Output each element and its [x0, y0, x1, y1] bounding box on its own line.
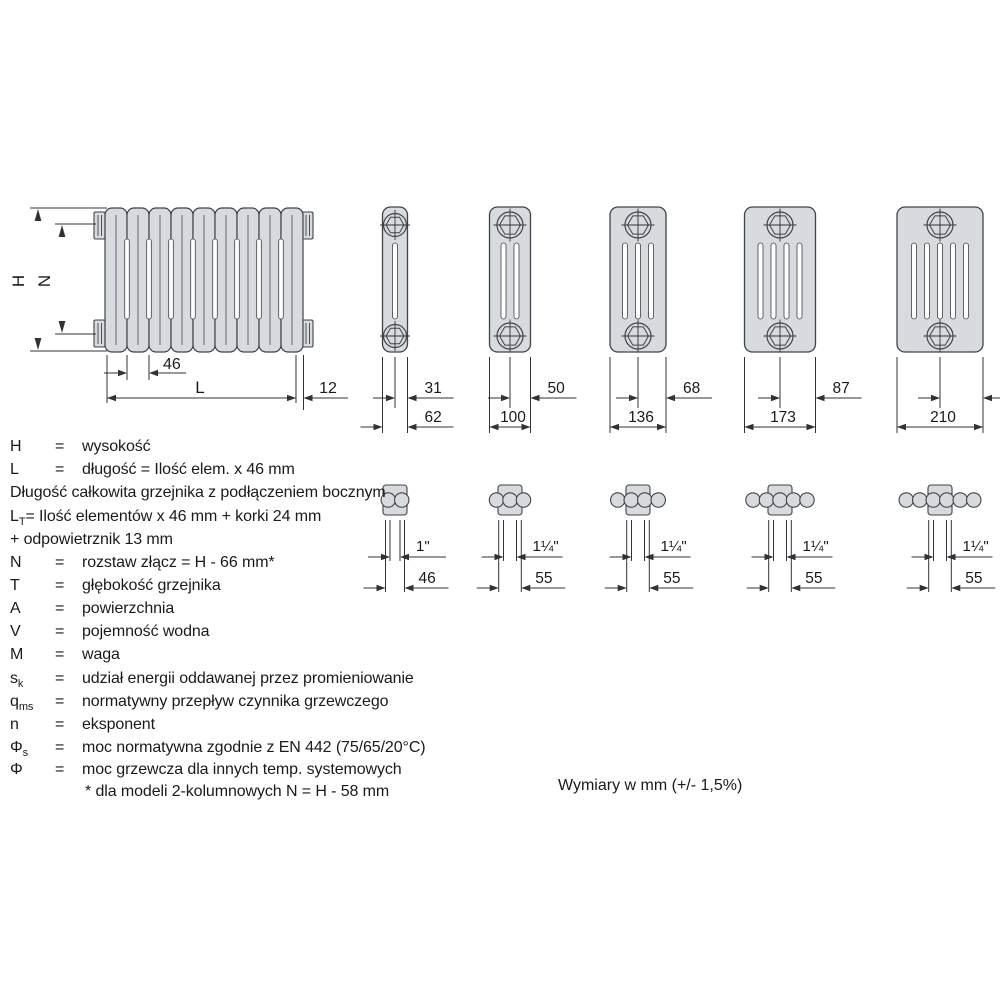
connection-pitch-dim-label: N [35, 274, 54, 288]
half-depth-label: 68 [683, 380, 701, 397]
equals-sign: = [55, 623, 65, 640]
equals-sign: = [55, 693, 65, 710]
legend-row-2 [10, 483, 386, 502]
legend-row-6 [10, 576, 221, 595]
legend-row-9 [10, 645, 120, 664]
equals-sign: = [55, 646, 65, 663]
legend-row-3 [10, 507, 322, 529]
legend-text: = Ilość elementów x 46 mm + korki 24 mm [25, 508, 322, 525]
connection-size-label: 1¼" [962, 538, 989, 555]
equals-sign: = [55, 438, 65, 455]
legend-text: * dla modeli 2-kolumnowych N = H - 58 mm [85, 783, 390, 800]
cross-section-5-column [745, 207, 862, 433]
legend-symbol: n [10, 716, 19, 733]
legend-symbol: $L_T$ [10, 508, 26, 529]
end-offset-label: 12 [319, 380, 337, 397]
connection-size-label: 1" [416, 538, 430, 555]
connection-view-3-column [477, 485, 566, 592]
legend-row-4 [10, 530, 173, 549]
legend-symbol: $q_{ms}$ [10, 693, 34, 714]
legend-row-7 [10, 599, 174, 618]
legend-text: Długość całkowita grzejnika z podłączeniem bocznym [10, 484, 386, 501]
connection-width-label: 55 [535, 570, 553, 587]
legend-text: + odpowietrznik 13 mm [10, 531, 173, 548]
legend-row-1 [10, 460, 295, 479]
legend-text: długość = Ilość elem. x 46 mm [82, 461, 295, 478]
legend-symbol: A [10, 600, 21, 617]
depth-label: 136 [628, 409, 654, 426]
equals-sign: = [55, 761, 65, 778]
connection-view-4-column [605, 485, 694, 592]
legend-text: rozstaw złącz = H - 66 mm* [82, 554, 275, 571]
half-depth-label: 31 [424, 380, 442, 397]
element-pitch-label: 46 [163, 356, 181, 373]
legend-text: moc normatywna zgodnie z EN 442 (75/65/20°C) [82, 739, 426, 756]
connection-width-label: 55 [965, 570, 983, 587]
cross-section-4-column [610, 207, 712, 433]
legend-symbol: T [10, 577, 20, 594]
connection-size-label: 1¼" [660, 538, 687, 555]
length-label: L [195, 378, 205, 397]
legend-row-0 [10, 437, 151, 456]
height-dim-label: H [9, 274, 28, 288]
equals-sign: = [55, 739, 65, 756]
legend-row-14 [10, 760, 402, 779]
legend-row-13 [10, 738, 426, 760]
legend-symbol: H [10, 438, 22, 455]
equals-sign: = [55, 670, 65, 687]
legend-text: głębokość grzejnika [82, 577, 221, 594]
connection-view-5-column [746, 485, 836, 592]
legend-row-15 [85, 782, 389, 801]
half-depth-label: 50 [547, 380, 565, 397]
connection-size-label: 1¼" [532, 538, 559, 555]
legend-text: normatywny przepływ czynnika grzewczego [82, 693, 389, 710]
legend-row-8 [10, 622, 209, 641]
legend-symbol: V [10, 623, 21, 640]
legend-text: powierzchnia [82, 600, 175, 617]
equals-sign: = [55, 716, 65, 733]
legend-symbol: M [10, 646, 24, 663]
equals-sign: = [55, 577, 65, 594]
half-depth-label: 87 [832, 380, 850, 397]
depth-label: 210 [930, 409, 956, 426]
connection-width-label: 46 [418, 570, 436, 587]
legend-row-11 [10, 692, 389, 714]
depth-label: 100 [500, 409, 526, 426]
depth-label: 62 [424, 409, 442, 426]
legend-text: moc grzewcza dla innych temp. systemowych [82, 761, 402, 778]
legend-row-5 [10, 553, 275, 572]
legend-symbol: L [10, 461, 19, 478]
legend-symbol: $s_k$ [10, 670, 24, 691]
legend-text: pojemność wodna [82, 623, 210, 640]
connection-size-label: 1¼" [802, 538, 829, 555]
equals-sign: = [55, 554, 65, 571]
legend-text: waga [82, 646, 120, 663]
equals-sign: = [55, 461, 65, 478]
depth-label: 173 [770, 409, 796, 426]
legend-symbol: N [10, 554, 22, 571]
connection-width-label: 55 [663, 570, 681, 587]
legend-symbol: $\Phi_s$ [10, 739, 29, 760]
connection-width-label: 55 [805, 570, 823, 587]
footnote: Wymiary w mm (+/- 1,5%) [558, 777, 743, 794]
legend-text: eksponent [82, 716, 155, 733]
legend-symbol: Φ [10, 761, 23, 778]
connection-view-6-column [899, 485, 995, 592]
legend-row-12 [10, 715, 155, 734]
equals-sign: = [55, 600, 65, 617]
legend-text: udział energii oddawanej przez promieniowanie [82, 670, 414, 687]
cross-section-6-column [897, 207, 1000, 433]
legend-row-10 [10, 669, 414, 691]
legend-text: wysokość [82, 438, 151, 455]
